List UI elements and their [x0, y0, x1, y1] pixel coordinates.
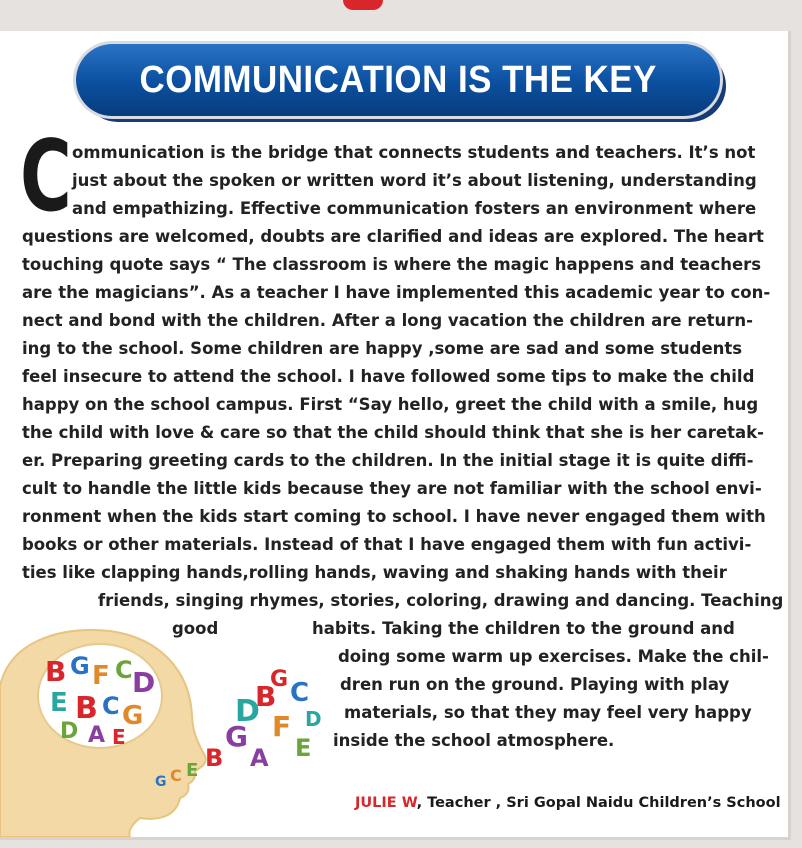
svg-text:C: C [170, 766, 182, 785]
svg-text:E: E [112, 725, 126, 749]
svg-text:F: F [272, 710, 292, 743]
headline: COMMUNICATION IS THE KEY [139, 58, 657, 101]
svg-text:E: E [186, 760, 199, 781]
svg-text:B: B [205, 744, 224, 772]
body-line: happy on the school campus. First “Say hello, greet the child with a smile, hug [22, 395, 759, 414]
body-line: inside the school atmosphere. [333, 731, 615, 750]
body-line: ing to the school. Some children are happy ,some are sad and some students [22, 339, 743, 358]
svg-text:D: D [305, 707, 322, 731]
author-name: JULIE W [355, 795, 417, 811]
body-line: and empathizing. Effective communication fosters an environment where [72, 199, 757, 218]
svg-text:E: E [50, 688, 68, 718]
top-ornament [343, 0, 383, 10]
body-line: the child with love & care so that the child should think that she is her caretak- [22, 423, 764, 442]
body-line: ommunication is the bridge that connects students and teachers. It’s not [72, 143, 756, 162]
svg-text:B: B [45, 655, 67, 688]
svg-text:B: B [255, 680, 277, 713]
svg-text:A: A [88, 723, 106, 748]
svg-text:D: D [235, 694, 260, 729]
body-line: just about the spoken or written word it’s about listening, understanding [72, 171, 757, 190]
headline-banner [76, 44, 720, 116]
svg-text:E: E [295, 734, 312, 762]
body-line: are the magicians”. As a teacher I have implemented this academic year to con- [22, 283, 771, 302]
svg-text:G: G [225, 720, 248, 753]
body-line: materials, so that they may feel very happy [344, 703, 752, 722]
svg-text:B: B [75, 691, 98, 726]
svg-text:C: C [102, 692, 120, 720]
body-line: books or other materials. Instead of that I have engaged them with fun activi- [22, 535, 752, 554]
svg-text:D: D [60, 719, 79, 744]
svg-text:A: A [250, 744, 269, 772]
body-line: cult to handle the little kids because they are not familiar with the school envi- [22, 479, 762, 498]
svg-text:D: D [132, 666, 156, 699]
author-role: , Teacher , Sri Gopal Naidu Children’s School [416, 795, 781, 811]
body-line: good [172, 619, 219, 638]
body-line: ronment when the kids start coming to school. I have never engaged them with [22, 507, 766, 526]
svg-text:G: G [270, 667, 289, 692]
body-line: dren run on the ground. Playing with play [340, 675, 730, 694]
body-line: feel insecure to attend the school. I have followed some tips to make the child [22, 367, 755, 386]
article-card [0, 31, 791, 840]
svg-text:G: G [122, 701, 144, 731]
body-line: touching quote says “ The classroom is where the magic happens and teachers [22, 255, 762, 274]
body-line: doing some warm up exercises. Make the chil- [338, 647, 769, 666]
svg-text:C: C [290, 678, 310, 708]
body-line: questions are welcomed, doubts are clarified and ideas are explored. The heart [22, 227, 764, 246]
body-line: er. Preparing greeting cards to the children. In the initial stage it is quite diffi- [22, 451, 754, 470]
svg-text:F: F [92, 661, 110, 691]
svg-text:C: C [115, 656, 133, 684]
body-line: ties like clapping hands,rolling hands, waving and shaking hands with their [22, 563, 727, 582]
drop-cap: C [20, 120, 72, 234]
body-line: friends, singing rhymes, stories, coloring, drawing and dancing. Teaching [98, 591, 784, 610]
svg-text:G: G [155, 774, 167, 790]
head-letters-illustration [0, 626, 340, 837]
svg-text:G: G [70, 652, 90, 680]
byline [355, 795, 781, 811]
body-line: habits. Taking the children to the ground and [312, 619, 735, 638]
body-line: nect and bond with the children. After a long vacation the children are return- [22, 311, 754, 330]
